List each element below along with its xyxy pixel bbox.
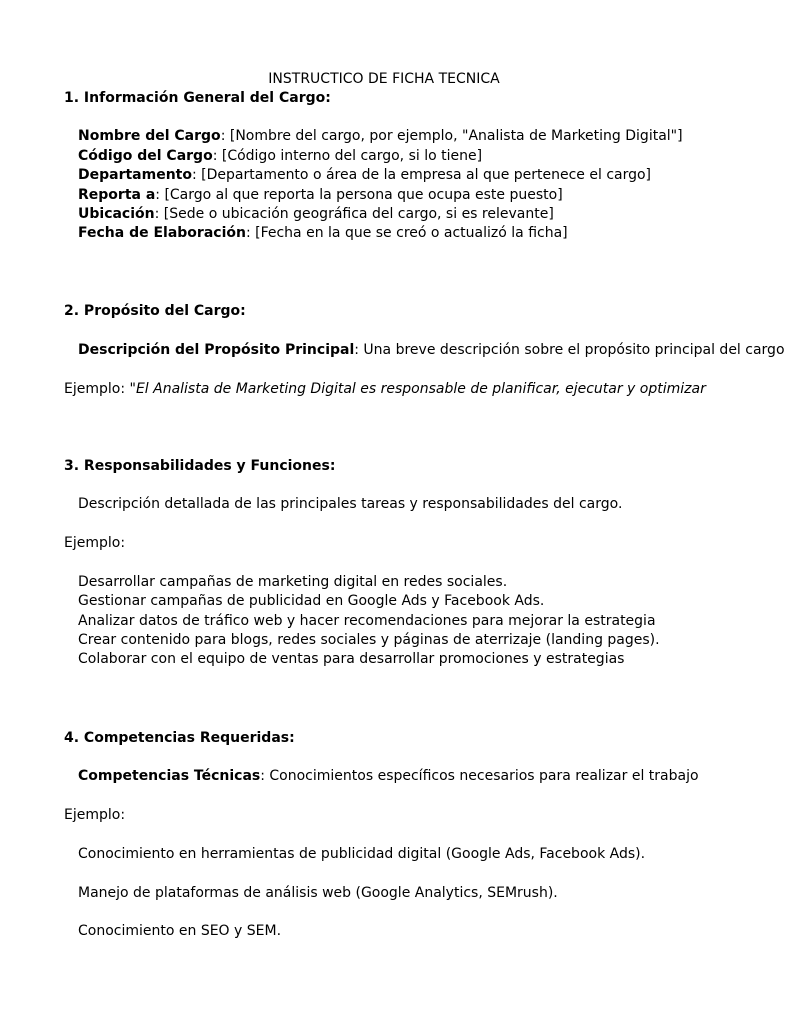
technical-competencies: Competencias Técnicas: Conocimientos específicos necesarios para realizar el trabajo xyxy=(78,768,699,784)
purpose-description: Descripción del Propósito Principal: Una breve descripción sobre el propósito principal del cargo xyxy=(78,342,785,358)
field-departamento: Departamento: [Departamento o área de la empresa al que pertenece el cargo] xyxy=(78,167,652,183)
section3-heading: 3. Responsabilidades y Funciones: xyxy=(64,458,336,474)
responsibility-item: Analizar datos de tráfico web y hacer recomendaciones para mejorar la estrategia xyxy=(78,613,656,629)
field-fecha-elaboracion: Fecha de Elaboración: [Fecha en la que se creó o actualizó la ficha] xyxy=(78,225,568,241)
responsibility-item: Crear contenido para blogs, redes sociales y páginas de aterrizaje (landing pages). xyxy=(78,632,660,648)
section2-heading: 2. Propósito del Cargo: xyxy=(64,303,246,319)
responsibility-item: Desarrollar campañas de marketing digital en redes sociales. xyxy=(78,574,508,590)
section1-heading: 1. Información General del Cargo: xyxy=(64,90,331,106)
section4-heading: 4. Competencias Requeridas: xyxy=(64,730,295,746)
competency-item: Manejo de plataformas de análisis web (Google Analytics, SEMrush). xyxy=(78,885,558,901)
field-codigo-cargo: Código del Cargo: [Código interno del cargo, si lo tiene] xyxy=(78,148,483,164)
field-nombre-cargo: Nombre del Cargo: [Nombre del cargo, por ejemplo, "Analista de Marketing Digital"] xyxy=(78,128,683,144)
responsibilities-example-label: Ejemplo: xyxy=(64,535,126,551)
responsibilities-description: Descripción detallada de las principales tareas y responsabilidades del cargo. xyxy=(78,496,623,512)
document-title: INSTRUCTICO DE FICHA TECNICA xyxy=(268,71,500,87)
responsibility-item: Colaborar con el equipo de ventas para desarrollar promociones y estrategias xyxy=(78,651,625,667)
competencies-example-label: Ejemplo: xyxy=(64,807,126,823)
competency-item: Conocimiento en herramientas de publicidad digital (Google Ads, Facebook Ads). xyxy=(78,846,646,862)
purpose-example: Ejemplo: "El Analista de Marketing Digital es responsable de planificar, ejecutar y optimizar xyxy=(64,381,706,397)
responsibility-item: Gestionar campañas de publicidad en Google Ads y Facebook Ads. xyxy=(78,593,545,609)
field-ubicacion: Ubicación: [Sede o ubicación geográfica del cargo, si es relevante] xyxy=(78,206,554,222)
competency-item: Conocimiento en SEO y SEM. xyxy=(78,923,282,939)
field-reporta-a: Reporta a: [Cargo al que reporta la persona que ocupa este puesto] xyxy=(78,187,563,203)
